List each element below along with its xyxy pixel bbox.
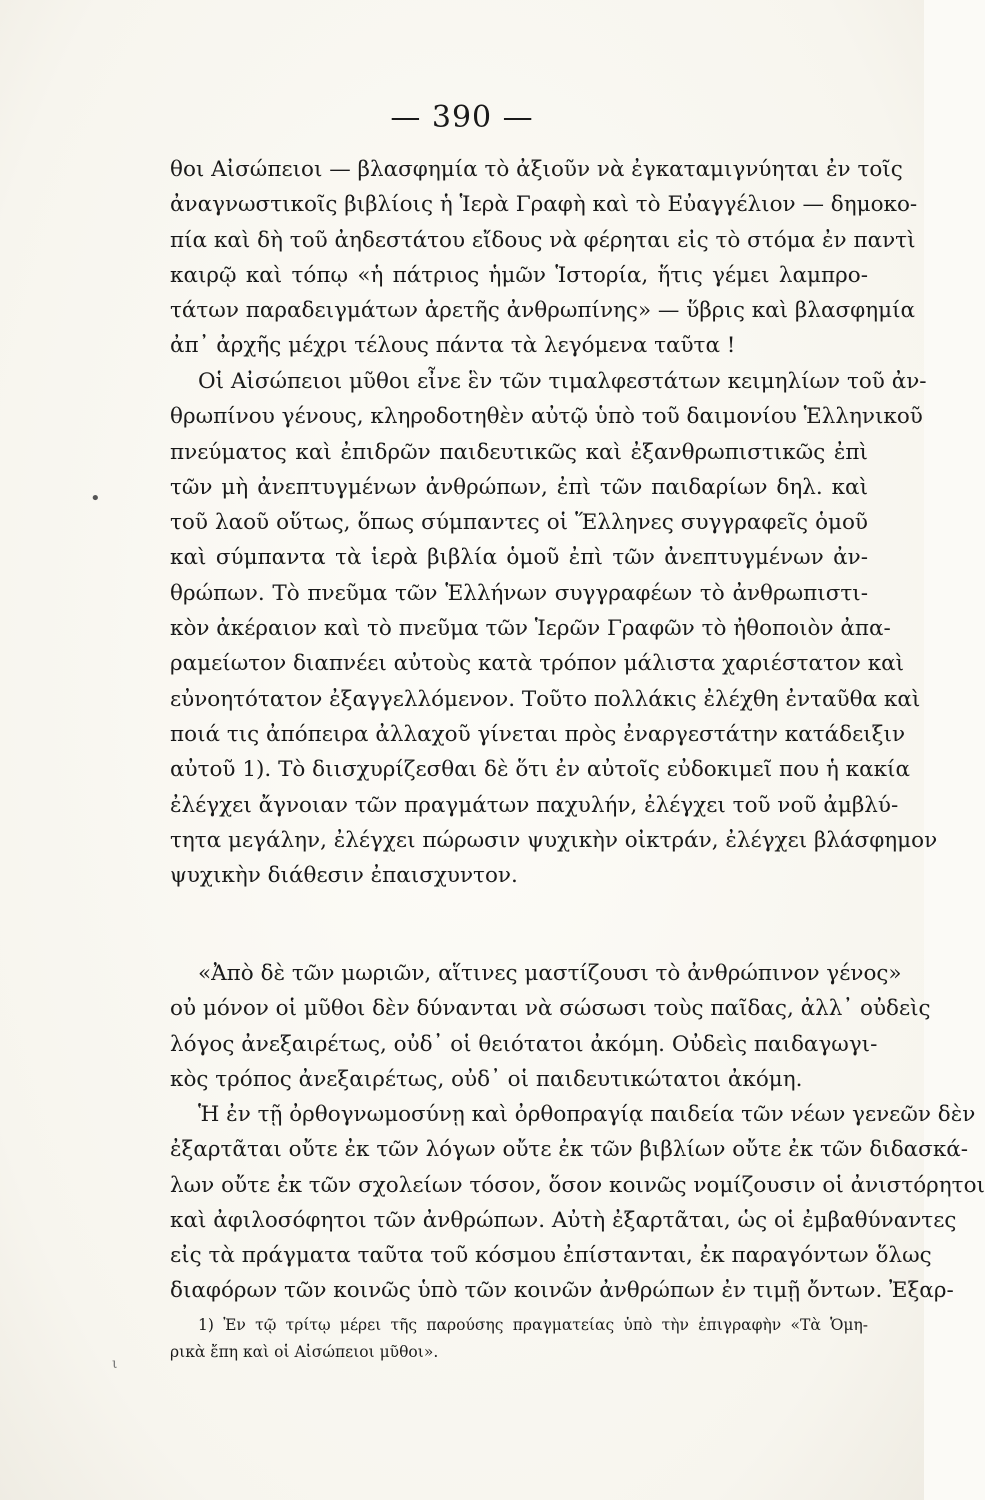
text-line: ἐλέγχει ἄγνοιαν τῶν πραγμάτων παχυλήν, ἐλέγχει τοῦ νοῦ ἀμβλύ- <box>170 792 899 818</box>
text-line: οὐ μόνον οἱ μῦθοι δὲν δύνανται νὰ σώσωσι τοὺς παῖδας, ἀλλ᾿ οὐδεὶς <box>170 996 931 1022</box>
text-line: εἰς τὰ πράγματα ταῦτα τοῦ κόσμου ἐπίστανται, ἐκ παραγόντων ὅλως <box>170 1243 932 1269</box>
text-line: κὸς τρόπος ἀνεξαιρέτως, οὐδ᾿ οἱ παιδευτικώτατοι ἀκόμη. <box>170 1066 803 1092</box>
text-line: εὐνοητότατον ἐξαγγελλόμενον. Τοῦτο πολλάκις ἐλέχθη ἐνταῦθα καὶ <box>170 686 921 712</box>
text-line: καὶ ἀφιλοσόφητοι τῶν ἀνθρώπων. Αὐτὴ ἐξαρτᾶται, ὡς οἱ ἐμβαθύναντες <box>170 1207 957 1233</box>
footnote-line: 1) Ἐν τῷ τρίτῳ μέρει τῆς παρούσης πραγματείας ὑπὸ τὴν ἐπιγραφὴν «Τὰ Ὁμη- <box>198 1316 868 1334</box>
text-line: λόγος ἀνεξαιρέτως, οὐδ᾿ οἱ θειότατοι ἀκόμη. Οὐδεὶς παιδαγωγι- <box>170 1031 878 1057</box>
text-line: Οἱ Αἰσώπειοι μῦθοι εἶνε ἓν τῶν τιμαλφεστάτων κειμηλίων τοῦ ἀν- <box>198 369 927 394</box>
text-line: τάτων παραδειγμάτων ἀρετῆς ἀνθρωπίνης» — ὕβρις καὶ βλασφημία <box>170 298 916 324</box>
text-line: ἐξαρτᾶται οὔτε ἐκ τῶν λόγων οὔτε ἐκ τῶν βιβλίων οὔτε ἐκ τῶν διδασκά- <box>170 1137 969 1163</box>
text-line: πνεύματος καὶ ἐπιδρῶν παιδευτικῶς καὶ ἐξανθρωπιστικῶς ἐπὶ <box>170 439 868 465</box>
text-line: θοι Αἰσώπειοι — βλασφημία τὸ ἀξιοῦν νὰ ἐγκαταμιγνύηται ἐν τοῖς <box>170 157 903 182</box>
text-line: ἀπ᾿ ἀρχῆς μέχρι τέλους πάντα τὰ λεγόμενα ταῦτα ! <box>170 333 736 359</box>
margin-speck: ι <box>112 1356 118 1372</box>
page-number: — 390 — <box>390 100 534 135</box>
footnote <box>170 1312 868 1366</box>
text-line: «Ἀπὸ δὲ τῶν μωριῶν, αἵτινες μαστίζουσι τὸ ἀνθρώπινον γένος» <box>198 961 902 986</box>
text-line: Ἡ ἐν τῇ ὀρθογνωμοσύνῃ καὶ ὀρθοπραγίᾳ παιδεία τῶν νέων γενεῶν δὲν <box>198 1102 976 1127</box>
text-line: τῶν μὴ ἀνεπτυγμένων ἀνθρώπων, ἐπὶ τῶν παιδαρίων δηλ. καὶ <box>170 474 868 500</box>
paragraph-4 <box>170 1097 985 1309</box>
paragraph-3 <box>170 956 931 1097</box>
text-line: θρωπίνου γένους, κληροδοτηθὲν αὐτῷ ὑπὸ τοῦ δαιμονίου Ἑλληνικοῦ <box>170 404 923 430</box>
footnote-line: ρικὰ ἔπη καὶ οἱ Αἰσώπειοι μῦθοι». <box>170 1343 439 1361</box>
text-line: λων οὔτε ἐκ τῶν σχολείων τόσον, ὅσον κοινῶς νομίζουσιν οἱ ἀνιστόρητοι <box>170 1172 985 1198</box>
text-line: ποιά τις ἀπόπειρα ἀλλαχοῦ γίνεται πρὸς ἐναργεστάτην κατάδειξιν <box>170 721 906 747</box>
text-line: καιρῷ καὶ τόπῳ «ἡ πάτριος ἡμῶν Ἱστορία, ἥτις γέμει λαμπρο- <box>170 262 868 288</box>
text-line: ψυχικὴν διάθεσιν ἐπαισχυντον. <box>170 863 518 889</box>
text-line: θρώπων. Τὸ πνεῦμα τῶν Ἑλλήνων συγγραφέων τὸ ἀνθρωπιστι- <box>170 580 868 606</box>
margin-speck: • <box>90 488 101 509</box>
paragraph-1 <box>170 152 918 364</box>
text-line: κὸν ἀκέραιον καὶ τὸ πνεῦμα τῶν Ἱερῶν Γραφῶν τὸ ἠθοποιὸν ἀπα- <box>170 616 891 642</box>
text-line: καὶ σύμπαντα τὰ ἱερὰ βιβλία ὁμοῦ ἐπὶ τῶν ἀνεπτυγμένων ἀν- <box>170 545 868 571</box>
text-line: πία καὶ δὴ τοῦ ἀηδεστάτου εἴδους νὰ φέρηται εἰς τὸ στόμα ἐν παντὶ <box>170 227 916 253</box>
text-line: αὐτοῦ 1). Τὸ διισχυρίζεσθαι δὲ ὅτι ἐν αὐτοῖς εὐδοκιμεῖ που ἡ κακία <box>170 757 910 783</box>
text-line: τητα μεγάλην, ἐλέγχει πώρωσιν ψυχικὴν οἰκτράν, ἐλέγχει βλάσφημον <box>170 827 938 853</box>
text-line: διαφόρων τῶν κοινῶς ὑπὸ τῶν κοινῶν ἀνθρώπων ἐν τιμῇ ὄντων. Ἐξαρ- <box>170 1278 954 1304</box>
text-line: τοῦ λαοῦ οὕτως, ὅπως σύμπαντες οἱ Ἕλληνες συγγραφεῖς ὁμοῦ <box>170 510 868 536</box>
text-line: ἀναγνωστικοῖς βιβλίοις ἡ Ἱερὰ Γραφὴ καὶ τὸ Εὐαγγέλιον — δημοκο- <box>170 192 918 218</box>
paragraph-2 <box>170 364 938 893</box>
text-line: ραμείωτον διαπνέει αὐτοὺς κατὰ τρόπον μάλιστα χαριέστατον καὶ <box>170 651 905 677</box>
